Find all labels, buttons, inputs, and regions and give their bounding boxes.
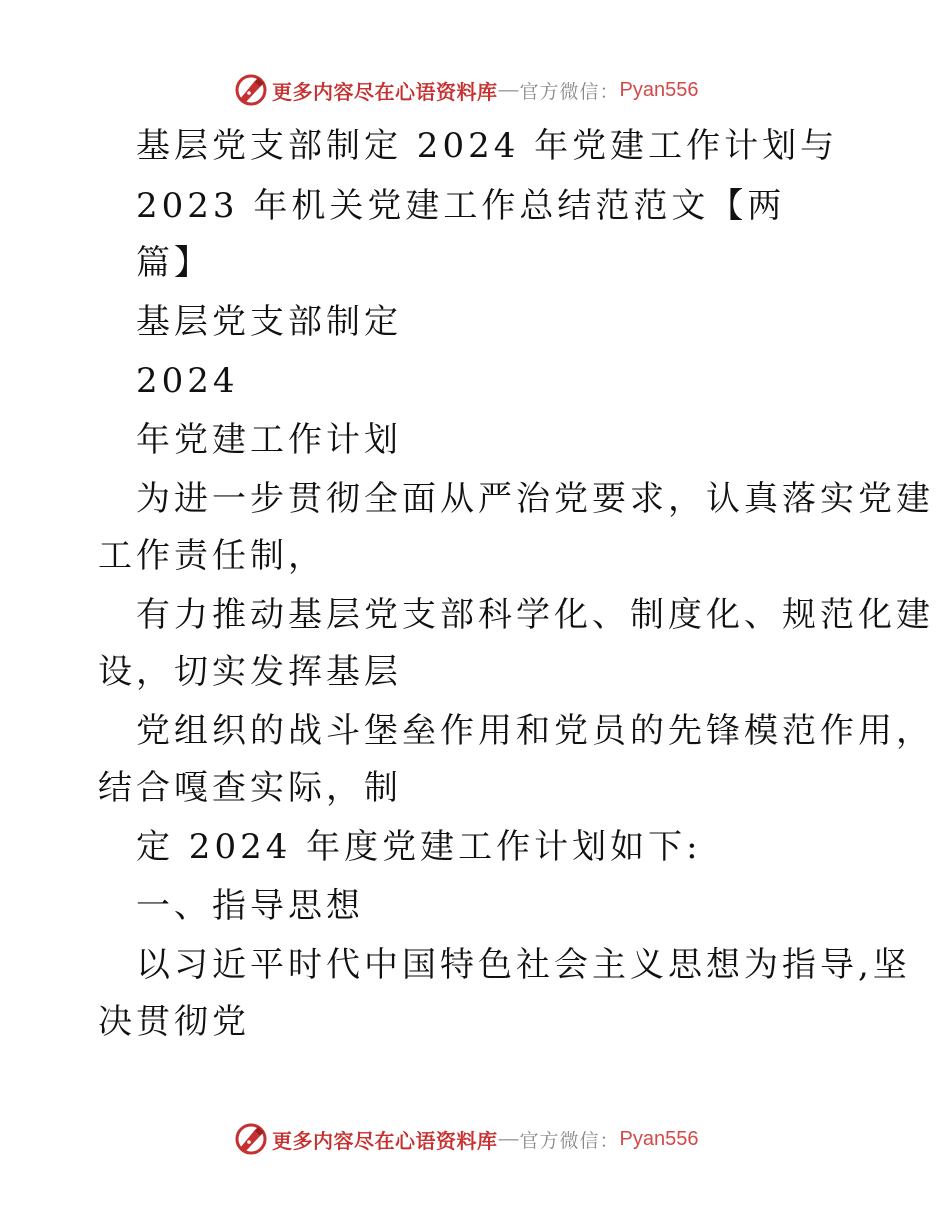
footer-banner[interactable] bbox=[234, 1119, 698, 1159]
subtitle-line-3: 年党建工作计划 bbox=[136, 420, 402, 460]
footer-wechat-id: Pyan556 bbox=[619, 1127, 699, 1150]
red-pen-nib-logo-icon bbox=[234, 1122, 268, 1156]
paragraph-line: 定 2024 年度党建工作计划如下: bbox=[136, 827, 702, 867]
header-promo-text: 更多内容尽在心语资料库 bbox=[272, 79, 498, 104]
paragraph-line: 以习近平时代中国特色社会主义思想为指导,坚 bbox=[136, 945, 911, 985]
paragraph-line: 设，切实发挥基层 bbox=[98, 652, 402, 692]
subtitle-line-1: 基层党支部制定 bbox=[136, 302, 402, 342]
footer-dash: — bbox=[498, 1127, 519, 1150]
title-line-3: 篇】 bbox=[136, 243, 212, 283]
header-wechat-id: Pyan556 bbox=[619, 78, 699, 101]
title-line-1: 基层党支部制定 2024 年党建工作计划与 bbox=[136, 126, 839, 166]
paragraph-line: 工作责任制， bbox=[98, 536, 326, 576]
header-dash: — bbox=[498, 78, 519, 101]
red-pen-nib-logo-icon bbox=[234, 73, 268, 107]
subtitle-line-2: 2024 bbox=[136, 361, 239, 401]
paragraph-line: 为进一步贯彻全面从严治党要求，认真落实党建 bbox=[136, 479, 934, 519]
paragraph-line: 党组织的战斗堡垒作用和党员的先锋模范作用， bbox=[136, 711, 934, 751]
title-line-2: 2023 年机关党建工作总结范范文【两 bbox=[136, 186, 786, 226]
paragraph-line: 有力推动基层党支部科学化、制度化、规范化建 bbox=[136, 595, 934, 635]
header-banner[interactable] bbox=[234, 70, 698, 110]
paragraph-line: 结合嘎查实际，制 bbox=[98, 768, 402, 808]
footer-wechat-label: 官方微信： bbox=[519, 1129, 620, 1152]
section-heading: 一、指导思想 bbox=[136, 886, 364, 926]
paragraph-line: 决贯彻党 bbox=[98, 1002, 250, 1042]
header-wechat-label: 官方微信： bbox=[519, 80, 620, 103]
footer-promo-text: 更多内容尽在心语资料库 bbox=[272, 1128, 498, 1153]
